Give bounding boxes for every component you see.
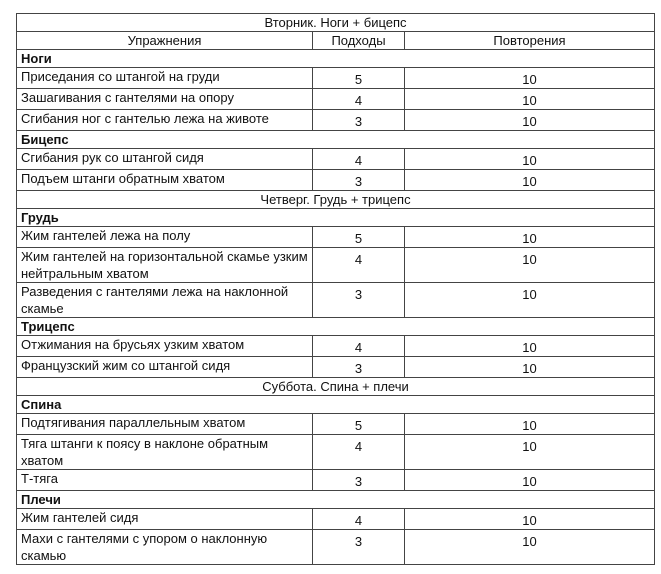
workout-table [16,13,655,565]
group-row [17,131,655,149]
exercise-row [17,248,655,283]
exercise-reps: 10 [405,283,655,318]
exercise-sets: 4 [313,149,405,170]
exercise-reps: 10 [405,227,655,248]
exercise-row [17,149,655,170]
day-title: Вторник. Ноги + бицепс [17,14,655,32]
exercise-reps: 10 [405,110,655,131]
group-row [17,318,655,336]
group-row [17,209,655,227]
exercise-sets: 4 [313,89,405,110]
header-reps: Повторения [405,32,655,50]
exercise-row [17,530,655,565]
day-title-row [17,14,655,32]
exercise-row [17,110,655,131]
header-sets: Подходы [313,32,405,50]
exercise-name: Т-тяга [17,470,313,491]
exercise-name: Подъем штанги обратным хватом [17,170,313,191]
exercise-name: Жим гантелей на горизонтальной скамье узким нейтральным хватом [17,248,313,283]
exercise-reps: 10 [405,357,655,378]
exercise-row [17,170,655,191]
exercise-row [17,283,655,318]
exercise-sets: 3 [313,530,405,565]
group-name: Бицепс [17,131,655,149]
exercise-row [17,336,655,357]
exercise-row [17,227,655,248]
group-row [17,50,655,68]
exercise-reps: 10 [405,414,655,435]
exercise-name: Приседания со штангой на груди [17,68,313,89]
day-title-row [17,378,655,396]
header-exercise: Упражнения [17,32,313,50]
exercise-reps: 10 [405,149,655,170]
group-name: Ноги [17,50,655,68]
exercise-reps: 10 [405,435,655,470]
exercise-reps: 10 [405,89,655,110]
group-row [17,491,655,509]
exercise-sets: 3 [313,110,405,131]
day-title: Суббота. Спина + плечи [17,378,655,396]
exercise-name: Тяга штанги к поясу в наклоне обратным хватом [17,435,313,470]
exercise-row [17,357,655,378]
exercise-name: Зашагивания с гантелями на опору [17,89,313,110]
exercise-name: Отжимания на брусьях узким хватом [17,336,313,357]
exercise-sets: 5 [313,68,405,89]
exercise-reps: 10 [405,336,655,357]
group-name: Плечи [17,491,655,509]
day-title: Четверг. Грудь + трицепс [17,191,655,209]
exercise-row [17,470,655,491]
exercise-name: Сгибания рук со штангой сидя [17,149,313,170]
exercise-sets: 4 [313,336,405,357]
exercise-name: Жим гантелей сидя [17,509,313,530]
exercise-reps: 10 [405,248,655,283]
exercise-sets: 5 [313,414,405,435]
group-name: Грудь [17,209,655,227]
exercise-name: Французский жим со штангой сидя [17,357,313,378]
exercise-sets: 5 [313,227,405,248]
exercise-name: Махи с гантелями с упором о наклонную скамью [17,530,313,565]
header-row [17,32,655,50]
exercise-reps: 10 [405,170,655,191]
group-name: Спина [17,396,655,414]
group-name: Трицепс [17,318,655,336]
exercise-name: Подтягивания параллельным хватом [17,414,313,435]
exercise-row [17,435,655,470]
exercise-row [17,509,655,530]
exercise-reps: 10 [405,509,655,530]
exercise-name: Жим гантелей лежа на полу [17,227,313,248]
exercise-sets: 4 [313,248,405,283]
exercise-sets: 3 [313,357,405,378]
exercise-sets: 3 [313,283,405,318]
exercise-name: Разведения с гантелями лежа на наклонной скамье [17,283,313,318]
exercise-reps: 10 [405,470,655,491]
group-row [17,396,655,414]
day-title-row [17,191,655,209]
exercise-row [17,414,655,435]
exercise-reps: 10 [405,68,655,89]
exercise-sets: 4 [313,509,405,530]
exercise-sets: 3 [313,170,405,191]
exercise-row [17,68,655,89]
exercise-reps: 10 [405,530,655,565]
exercise-name: Сгибания ног с гантелью лежа на животе [17,110,313,131]
exercise-sets: 3 [313,470,405,491]
exercise-row [17,89,655,110]
exercise-sets: 4 [313,435,405,470]
